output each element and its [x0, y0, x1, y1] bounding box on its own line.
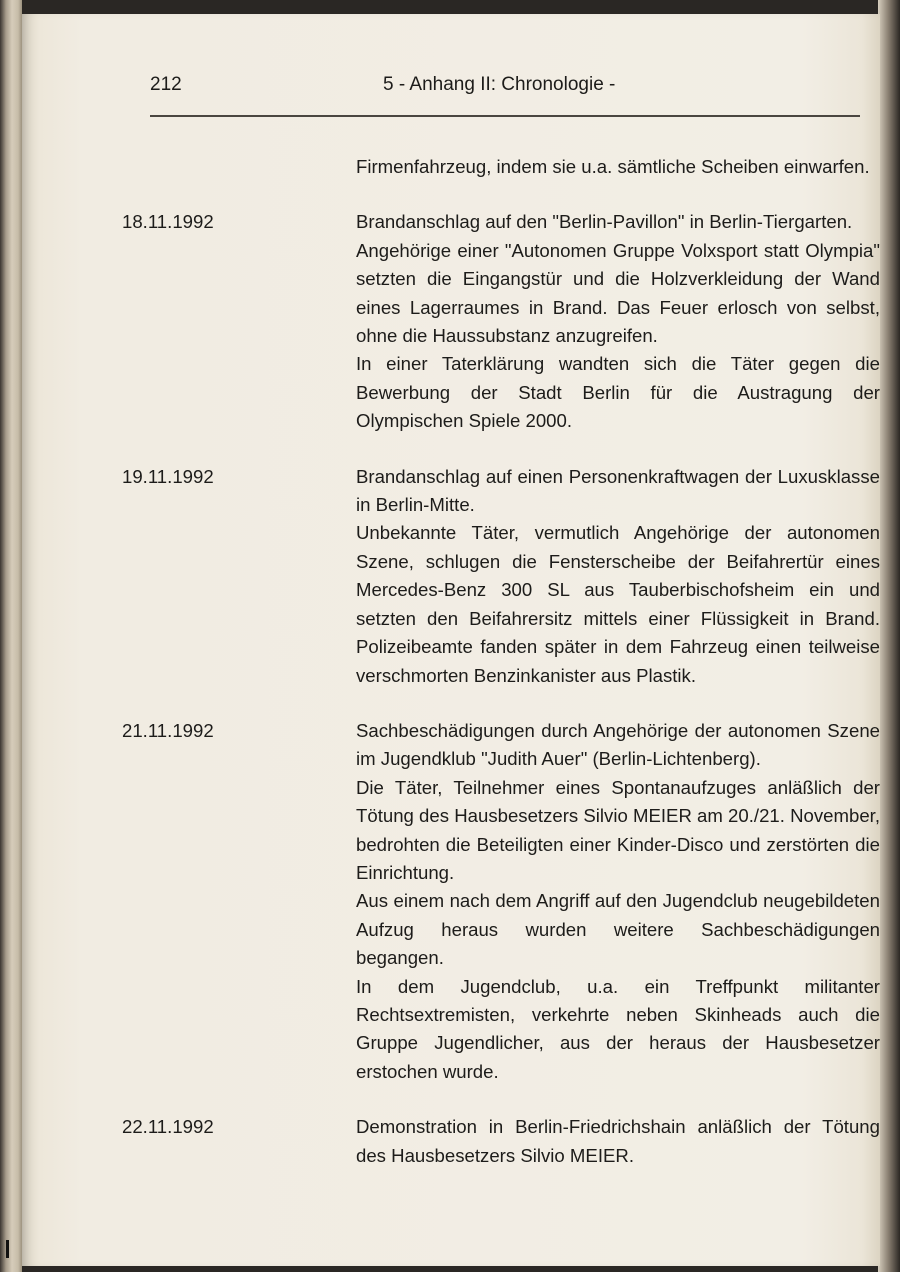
entry-text: [356, 208, 880, 435]
entry-date: 21.11.1992: [122, 719, 214, 741]
entry-paragraph: Unbekannte Täter, vermutlich Angehörige der autonomen Szene, schlugen die Fensterscheibe der Beifahrertür eines Mercedes-Benz 300 SL aus Tauberbischofsheim ein und setzten den Beifahrersitz mittels einer Flüssigkeit in Brand. Polizeibeamte fanden später in dem Fahrzeug einen teilweise verschmorten Benzinkanister aus Plastik.: [356, 522, 880, 686]
entry-paragraph: In dem Jugendclub, u.a. ein Treffpunkt militanter Rechtsextremisten, verkehrte neben Skinheads auch die Gruppe Jugendlicher, aus der heraus der Hausbesetzer erstochen wurde.: [356, 975, 880, 1082]
entry-paragraph: Aus einem nach dem Angriff auf den Jugendclub neugebildeten Aufzug heraus wurden weitere Sachbeschädigungen begangen.: [356, 890, 880, 969]
entry-text: [356, 153, 880, 181]
chronology-entry: [22, 1113, 880, 1170]
scan-mark: [6, 1240, 9, 1258]
entry-text: [356, 717, 880, 1086]
entry-paragraph: In einer Taterklärung wandten sich die Täter gegen die Bewerbung der Stadt Berlin für die Austragung der Olympischen Spiele 2000.: [356, 353, 880, 432]
entry-text: [356, 463, 880, 690]
chronology-list: [22, 153, 880, 1197]
book-page: [22, 14, 880, 1266]
entry-date: 22.11.1992: [122, 1116, 214, 1138]
entry-text: [356, 1113, 880, 1170]
page-number: 212: [150, 74, 182, 95]
entry-paragraph: Angehörige einer "Autonomen Gruppe Volxsport statt Olympia" setzten die Eingangstür und die Holzverkleidung der Wand eines Lagerraumes in Brand. Das Feuer erlosch von selbst, ohne die Haussubstanz anzugreifen.: [356, 239, 880, 347]
chronology-entry: [22, 208, 880, 435]
entry-paragraph: Firmenfahrzeug, indem sie u.a. sämtliche Scheiben einwarfen.: [356, 156, 870, 177]
entry-paragraph: Sachbeschädigungen durch Angehörige der autonomen Szene im Jugendklub "Judith Auer" (Berlin-Lichtenberg).: [356, 719, 880, 770]
entry-paragraph: Brandanschlag auf einen Personenkraftwagen der Luxusklasse in Berlin-Mitte.: [356, 465, 880, 516]
running-head: 5 - Anhang II: Chronologie -: [383, 74, 616, 95]
chronology-entry: [22, 717, 880, 1086]
header-rule: [150, 115, 860, 117]
chronology-entry: [22, 153, 880, 181]
page-header: [150, 74, 860, 108]
book-spine-edge: [0, 0, 22, 1272]
entry-paragraph: Demonstration in Berlin-Friedrichshain anläßlich der Tötung des Hausbesetzers Silvio MEIER.: [356, 1116, 880, 1166]
entry-date: [22, 153, 320, 181]
entry-date: 18.11.1992: [122, 211, 214, 233]
chronology-entry: [22, 463, 880, 690]
entry-date: 19.11.1992: [122, 465, 214, 487]
entry-paragraph: Die Täter, Teilnehmer eines Spontanaufzuges anläßlich der Tötung des Hausbesetzers Silvio MEIER am 20./21. November, bedrohten die Beteiligten einer Kinder-Disco und zerstörten die Einrichtung.: [356, 776, 880, 883]
entry-paragraph: Brandanschlag auf den "Berlin-Pavillon" in Berlin-Tiergarten.: [356, 211, 853, 233]
page-stack-edge: [878, 0, 900, 1272]
